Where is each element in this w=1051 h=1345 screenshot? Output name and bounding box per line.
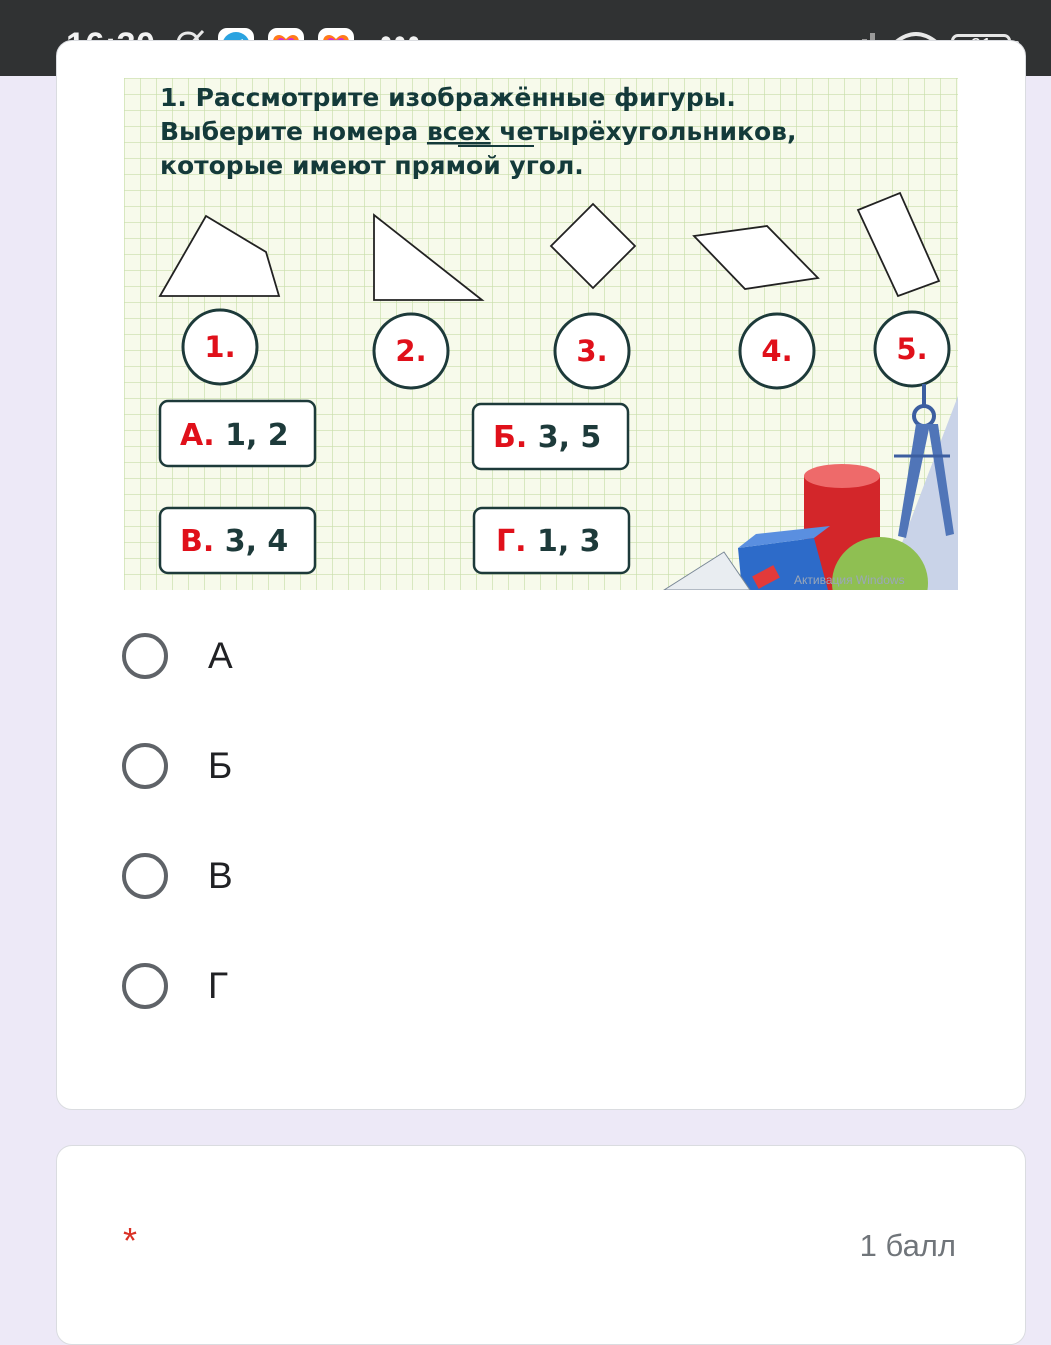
option-b[interactable]	[122, 738, 232, 794]
image-title-line-3: которые имеют прямой угол.	[160, 151, 584, 180]
question-image	[124, 78, 958, 590]
points-label: 1 балл	[859, 1228, 956, 1263]
figure-number-4: 4.	[761, 334, 793, 368]
option-d-label: Г	[208, 965, 229, 1006]
svg-text:А. 1, 2: А. 1, 2	[180, 418, 289, 453]
figure-number-2: 2.	[395, 334, 427, 368]
radio-button[interactable]	[122, 963, 168, 1009]
svg-text:Б. 3, 5: Б. 3, 5	[493, 420, 602, 455]
option-c-label: В	[208, 855, 233, 896]
option-a-label: А	[208, 635, 233, 676]
figure-number-3: 3.	[576, 334, 608, 368]
image-title-line-1: 1. Рассмотрите изображённые фигуры.	[160, 83, 736, 112]
radio-button[interactable]	[122, 743, 168, 789]
radio-button[interactable]	[122, 633, 168, 679]
svg-text:Г. 1, 3: Г. 1, 3	[496, 524, 601, 559]
image-title-emphasis: всех	[426, 117, 491, 146]
image-title-line-2b: четырёхугольников,	[490, 117, 797, 146]
option-d[interactable]	[122, 958, 228, 1014]
figure-number-5: 5.	[896, 332, 928, 366]
option-b-label: Б	[208, 745, 233, 786]
svg-text:В. 3, 4: В. 3, 4	[180, 524, 289, 559]
required-indicator: *	[123, 1220, 138, 1261]
option-c[interactable]	[122, 848, 233, 904]
windows-watermark: Активация Windows	[794, 573, 905, 587]
image-title-line-2a: Выберите номера	[160, 117, 427, 146]
figure-number-1: 1.	[204, 330, 236, 364]
svg-text:Выберите номера всех четырёхуг	[160, 117, 797, 146]
option-a[interactable]	[122, 628, 233, 684]
radio-button[interactable]	[122, 853, 168, 899]
